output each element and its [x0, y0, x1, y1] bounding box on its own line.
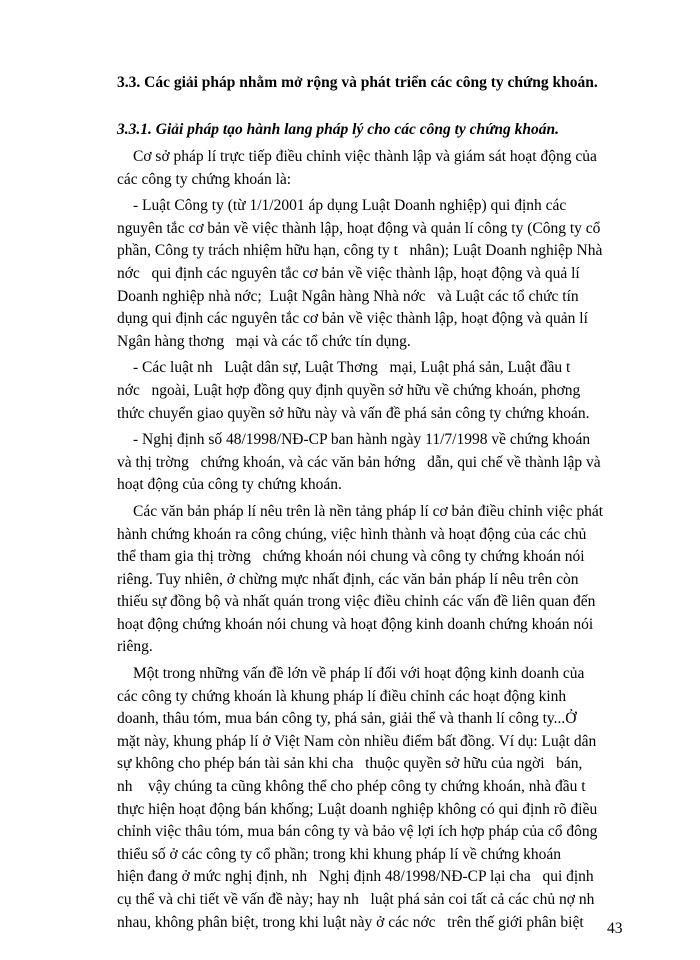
text-line: hiện đang ở mức nghị định, nh Nghị định 48/1998/NĐ-CP lại cha qui định — [117, 868, 594, 886]
text-line: riêng. — [117, 638, 153, 656]
text-line: Doanh nghiệp nhà nớc; Luật Ngân hàng Nhà nớc và Luật các tổ chức tín — [117, 287, 579, 305]
text-line: thiếu sự đồng bộ và nhất quán trong việc điều chỉnh các vấn đề liên quan đến — [117, 593, 596, 611]
text-line: hoạt động chứng khoán nói chung và hoạt động kinh doanh chứng khoán nói — [117, 615, 594, 633]
text-line: các công ty chứng khoán là khung pháp lí điều chỉnh các hoạt động kinh — [117, 687, 567, 705]
page-number: 43 — [607, 920, 623, 937]
text-line: nh vậy chúng ta cũng không thể cho phép công ty chứng khoán, nhà đầu t — [117, 778, 586, 796]
text-line: nhau, không phân biệt, trong khi luật này ở các nớc trên thế giới phân biệt — [117, 913, 584, 931]
text-line: nớc ngoài, Luật hợp đồng quy định quyền sở hữu về chứng khoán, phơng — [117, 381, 581, 399]
text-line: doanh, thâu tóm, mua bán công ty, phá sản, giải thể và thanh lí công ty...Ở — [117, 710, 577, 728]
text-line: và thị trờng chứng khoán, và các văn bản hớng dẫn, qui chế về thành lập và — [117, 453, 601, 471]
text-line: Một trong những vấn đề lớn về pháp lí đối với hoạt động kinh doanh của — [133, 665, 585, 683]
text-line: - Nghị định số 48/1998/NĐ-CP ban hành ngày 11/7/1998 về chứng khoán — [133, 431, 591, 449]
text-line: chỉnh việc thâu tóm, mua bán công ty và bảo vệ lợi ích hợp pháp của cổ đông — [117, 823, 598, 841]
text-line: hoạt động của công ty chứng khoán. — [117, 476, 342, 494]
text-line: thiểu số ở các công ty cổ phần; trong khi khung pháp lí về chứng khoán — [117, 845, 562, 863]
text-line: mặt này, khung pháp lí ở Việt Nam còn nhiều điểm bất đồng. Ví dụ: Luật dân — [117, 732, 597, 750]
text-line: thực hiện hoạt động bán khống; Luật doanh nghiệp không có qui định rõ điều — [117, 800, 598, 818]
text-line: nguyên tắc cơ bản về việc thành lập, hoạt động và quản lí công ty (Công ty cổ — [117, 219, 601, 237]
text-line: - Luật Công ty (từ 1/1/2001 áp dụng Luật Doanh nghiệp) qui định các — [133, 197, 567, 215]
text-line: các công ty chứng khoán là: — [117, 170, 292, 188]
text-line: - Các luật nh Luật dân sự, Luật Thơng mại, Luật phá sản, Luật đầu t — [133, 359, 571, 377]
text-line: phần, Công ty trách nhiệm hữu hạn, công ty t nhân); Luật Doanh nghiệp Nhà — [117, 242, 603, 260]
text-line: nớc qui định các nguyên tắc cơ bản về việc thành lập, hoạt động và quả lí — [117, 264, 580, 282]
text-line: sự không cho phép bán tài sản khi cha thuộc quyền sở hữu của ngời bán, — [117, 755, 583, 773]
text-line: Cơ sở pháp lí trực tiếp điều chỉnh việc thành lập và giám sát hoạt động của — [133, 148, 597, 165]
text-line: Ngân hàng thơng mại và các tổ chức tín dụng. — [117, 332, 411, 350]
text-line: dụng qui định các nguyên tắc cơ bản về việc thành lập, hoạt động và quản lí — [117, 310, 588, 328]
body-text — [117, 146, 637, 934]
subsection-heading: 3.3.1. Giải pháp tạo hành lang pháp lý cho các công ty chứng khoán. — [117, 121, 560, 138]
text-line: hành chứng khoán ra công chúng, việc hình thành và hoạt động của các chủ — [117, 525, 587, 543]
text-line: riêng. Tuy nhiên, ở chừng mực nhất định, các văn bản pháp lí nêu trên còn — [117, 570, 579, 588]
text-line: thức chuyển giao quyền sở hữu này và vấn đề phá sản công ty chứng khoán. — [117, 404, 590, 422]
section-heading: 3.3. Các giải pháp nhằm mở rộng và phát triển các công ty chứng khoán. — [117, 74, 598, 91]
text-line: Các văn bản pháp lí nêu trên là nền tảng pháp lí cơ bản điều chỉnh việc phát — [133, 502, 604, 520]
text-line: cụ thể và chi tiết về vấn đề này; hay nh luật phá sản coi tất cả các chủ nợ nh — [117, 891, 595, 908]
text-line: thể tham gia thị trờng chứng khoán nói chung và công ty chứng khoán nói — [117, 548, 585, 566]
